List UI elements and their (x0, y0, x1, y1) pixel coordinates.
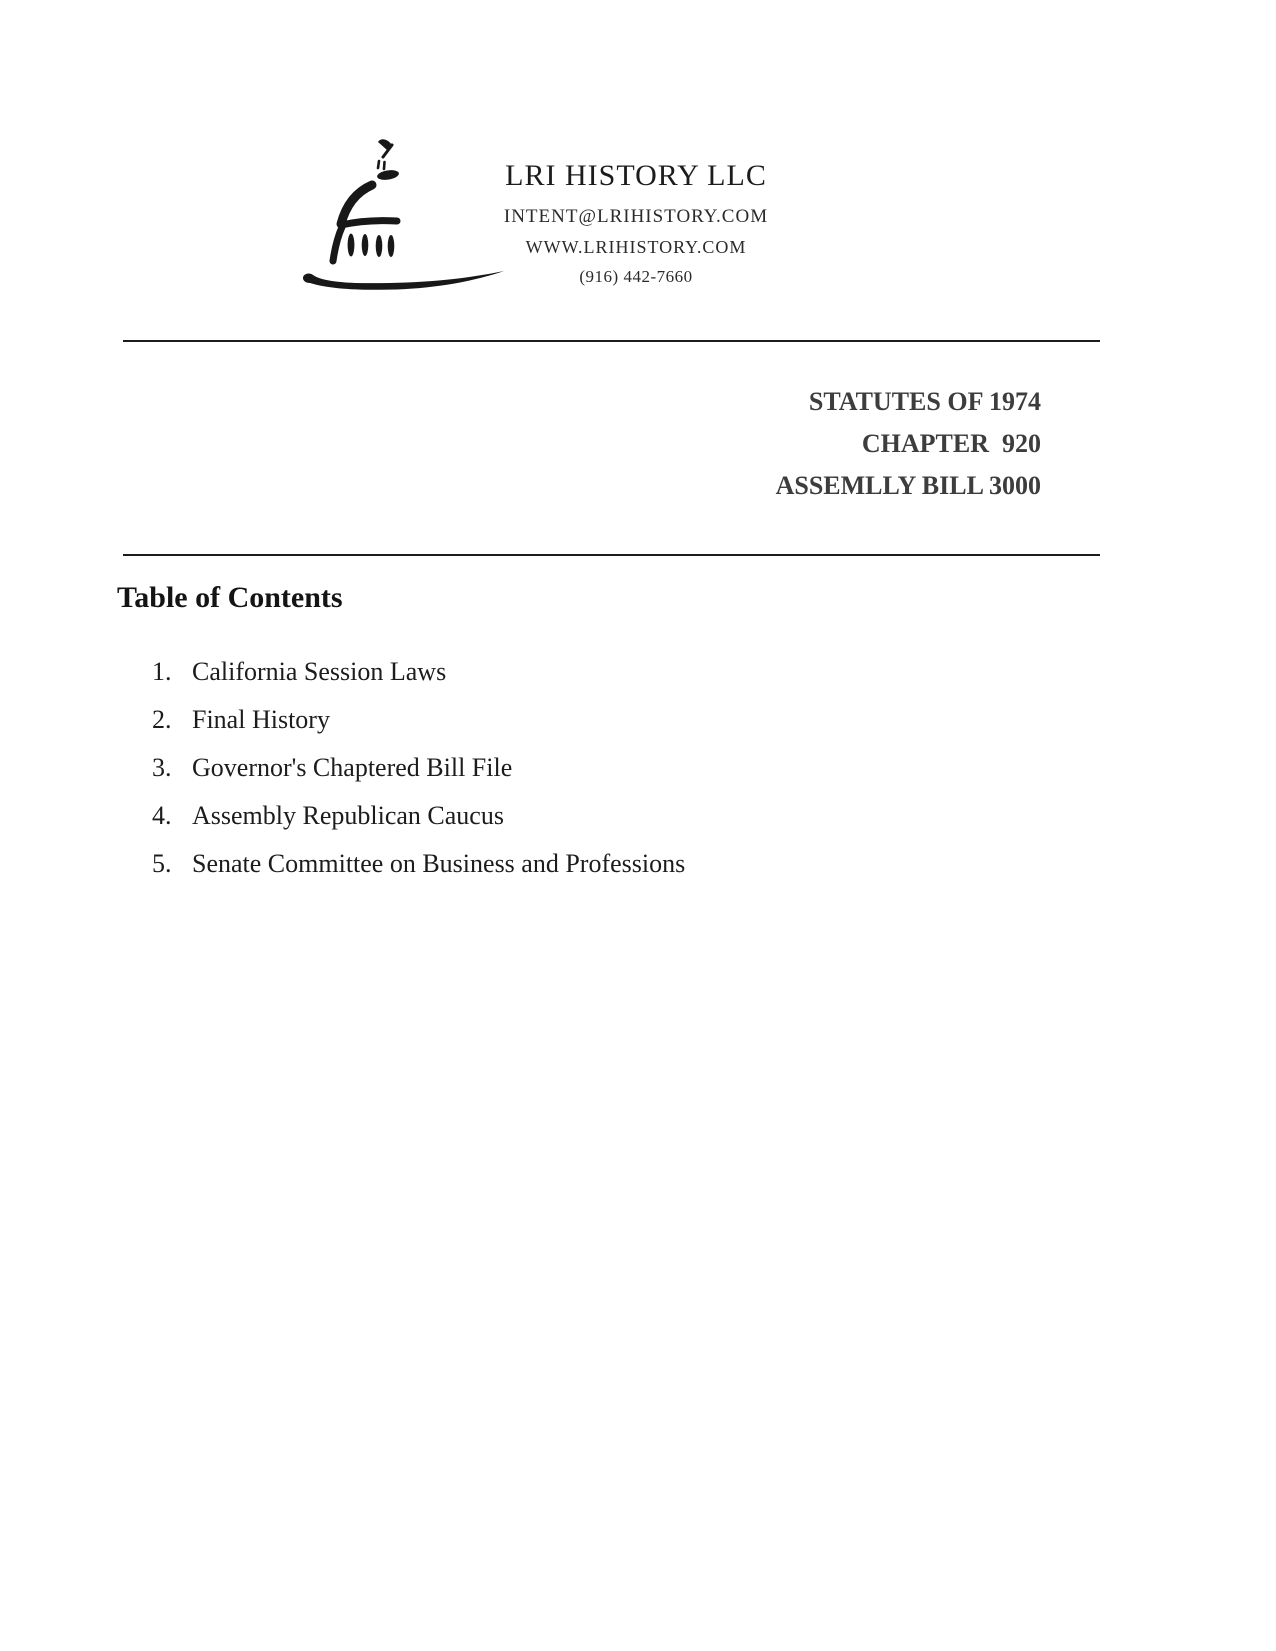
toc-item-number: 5. (152, 849, 172, 878)
toc-item-number: 2. (152, 705, 172, 734)
assembly-bill-line: ASSEMLLY BILL 3000 (775, 471, 1041, 500)
bill-reference-block (776, 381, 1041, 507)
toc-item (117, 706, 1117, 733)
table-of-contents (117, 578, 1117, 898)
toc-item-number: 1. (152, 657, 172, 686)
toc-item-number: 3. (152, 753, 172, 782)
toc-list (117, 658, 1117, 877)
divider-top (123, 340, 1100, 342)
toc-item-label: Governor's Chaptered Bill File (192, 753, 513, 782)
company-name: LRI HISTORY LLC (505, 159, 767, 192)
toc-item (117, 754, 1117, 781)
toc-item-label: Senate Committee on Business and Professions (192, 849, 686, 878)
toc-item (117, 850, 1117, 877)
letterhead (470, 158, 802, 287)
divider-bottom (123, 554, 1100, 556)
company-phone: (916) 442-7660 (579, 267, 693, 286)
toc-item (117, 802, 1117, 829)
company-email: INTENT@LRIHISTORY.COM (503, 206, 769, 227)
statutes-line: STATUTES OF 1974 (808, 387, 1041, 416)
company-website: WWW.LRIHISTORY.COM (525, 237, 747, 257)
toc-item-label: Final History (192, 705, 330, 734)
toc-title: Table of Contents (117, 581, 343, 614)
toc-item-label: California Session Laws (192, 657, 447, 686)
toc-item-label: Assembly Republican Caucus (192, 801, 504, 830)
chapter-line: CHAPTER 920 (861, 429, 1041, 458)
toc-item (117, 658, 1117, 685)
toc-item-number: 4. (152, 801, 172, 830)
